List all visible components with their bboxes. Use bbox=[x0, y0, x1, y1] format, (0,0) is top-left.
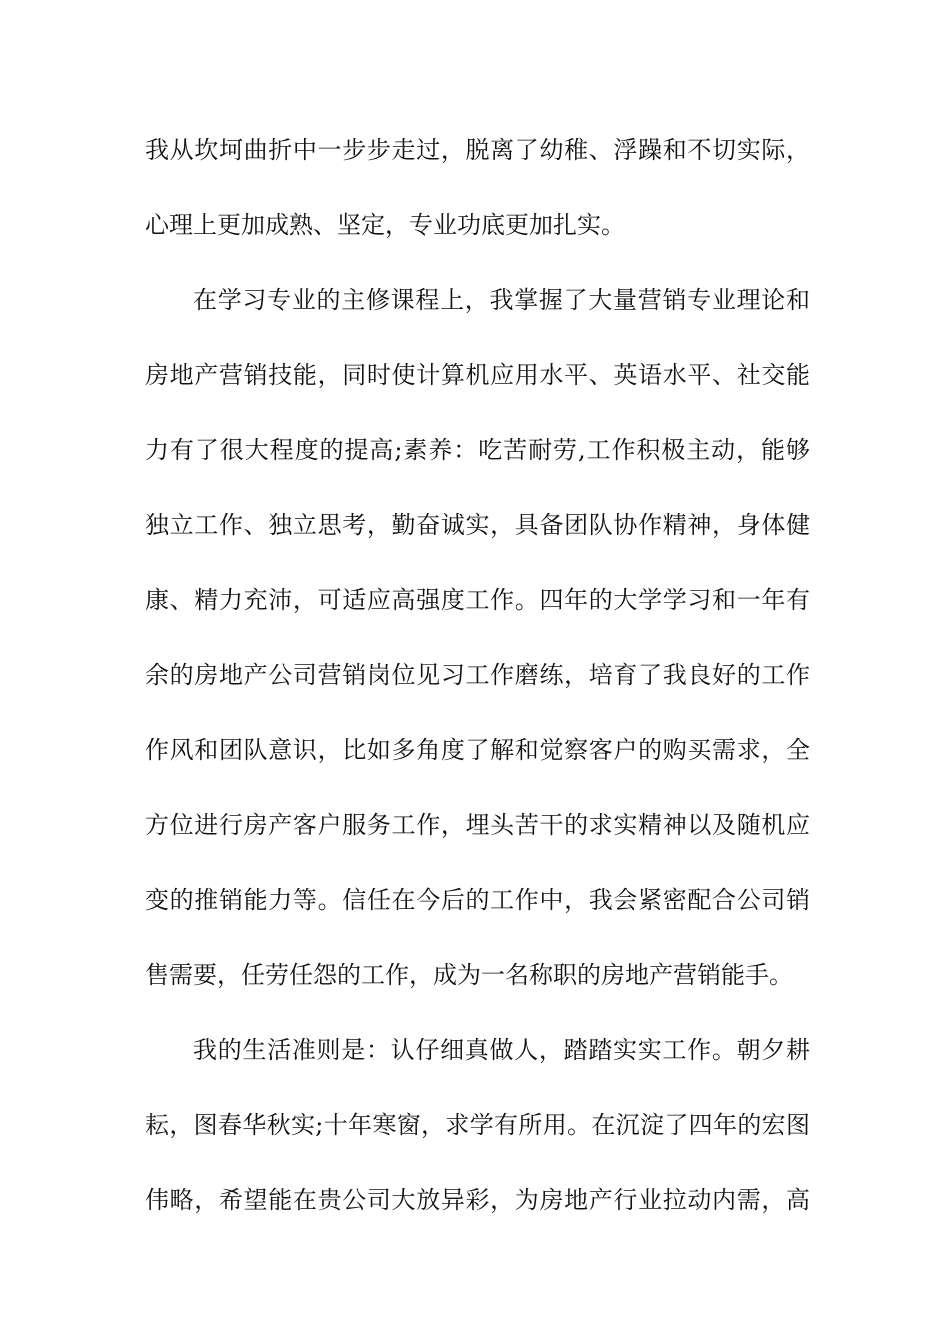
text-line: 我的生活准则是：认仔细真做人，踏踏实实工作。朝夕耕 bbox=[193, 1036, 810, 1064]
text-line: 康、精力充沛，可适应高强度工作。四年的大学学习和一年有 bbox=[145, 586, 810, 614]
text-line: 心理上更加成熟、坚定，专业功底更加扎实。 bbox=[145, 211, 625, 239]
text-line: 方位进行房产客户服务工作，埋头苦干的求实精神以及随机应 bbox=[145, 811, 810, 839]
text-line: 在学习专业的主修课程上，我掌握了大量营销专业理论和 bbox=[193, 286, 810, 314]
text-line: 房地产营销技能，同时使计算机应用水平、英语水平、社交能 bbox=[145, 361, 810, 389]
text-line: 售需要，任劳任怨的工作，成为一名称职的房地产营销能手。 bbox=[145, 961, 793, 989]
text-line: 余的房地产公司营销岗位见习工作磨练，培育了我良好的工作 bbox=[145, 661, 810, 689]
text-line: 独立工作、独立思考，勤奋诚实，具备团队协作精神，身体健 bbox=[145, 511, 810, 539]
text-line: 变的推销能力等。信任在今后的工作中，我会紧密配合公司销 bbox=[145, 886, 810, 914]
text-line: 作风和团队意识，比如多角度了解和觉察客户的购买需求，全 bbox=[145, 736, 810, 764]
text-line: 力有了很大程度的提高;素养：吃苦耐劳,工作积极主动，能够 bbox=[145, 436, 810, 464]
text-line: 耘，图春华秋实;十年寒窗，求学有所用。在沉淀了四年的宏图 bbox=[145, 1111, 810, 1139]
text-line: 伟略，希望能在贵公司大放异彩，为房地产行业拉动内需，高 bbox=[145, 1186, 810, 1214]
text-line: 我从坎坷曲折中一步步走过，脱离了幼稚、浮躁和不切实际， bbox=[145, 136, 810, 164]
